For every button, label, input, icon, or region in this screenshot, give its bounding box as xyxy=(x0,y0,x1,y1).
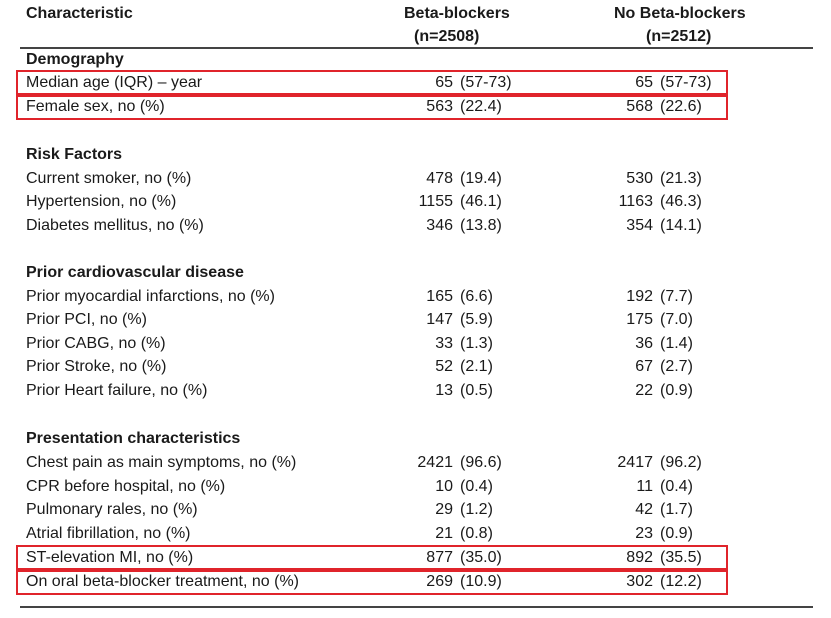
beta-percent: (0.8) xyxy=(460,525,493,542)
beta-value: 269 xyxy=(426,573,453,590)
beta-percent: (22.4) xyxy=(460,98,502,115)
beta-percent: (6.6) xyxy=(460,288,493,305)
beta-value: 165 xyxy=(426,288,453,305)
no-beta-value: 65 xyxy=(635,74,653,91)
beta-value: 147 xyxy=(426,311,453,328)
beta-percent: (57-73) xyxy=(460,74,512,91)
beta-percent: (0.5) xyxy=(460,382,493,399)
no-beta-value: 354 xyxy=(626,217,653,234)
beta-percent: (1.3) xyxy=(460,335,493,352)
no-beta-percent: (35.5) xyxy=(660,549,702,566)
row-label: Chest pain as main symptoms, no (%) xyxy=(26,454,297,471)
no-beta-percent: (96.2) xyxy=(660,454,702,471)
beta-value: 346 xyxy=(426,217,453,234)
beta-value: 877 xyxy=(426,549,453,566)
beta-percent: (35.0) xyxy=(460,549,502,566)
no-beta-value: 892 xyxy=(626,549,653,566)
section-title: Demography xyxy=(26,51,124,68)
no-beta-value: 22 xyxy=(635,382,653,399)
no-beta-value: 67 xyxy=(635,358,653,375)
row-label: Hypertension, no (%) xyxy=(26,193,177,210)
no-beta-percent: (22.6) xyxy=(660,98,702,115)
beta-percent: (19.4) xyxy=(460,170,502,187)
highlight-box-median-age xyxy=(16,70,728,95)
no-beta-value: 192 xyxy=(626,288,653,305)
beta-value: 563 xyxy=(426,98,453,115)
beta-percent: (46.1) xyxy=(460,193,502,210)
row-label: Prior CABG, no (%) xyxy=(26,335,166,352)
no-beta-percent: (2.7) xyxy=(660,358,693,375)
no-beta-value: 302 xyxy=(626,573,653,590)
row-label: Prior PCI, no (%) xyxy=(26,311,147,328)
row-label: On oral beta-blocker treatment, no (%) xyxy=(26,573,300,590)
beta-value: 21 xyxy=(435,525,453,542)
beta-percent: (2.1) xyxy=(460,358,493,375)
beta-value: 478 xyxy=(426,170,453,187)
header-no-beta-blockers-n: (n=2512) xyxy=(646,28,712,45)
row-label: ST-elevation MI, no (%) xyxy=(26,549,194,566)
beta-value: 29 xyxy=(435,501,453,518)
no-beta-value: 36 xyxy=(635,335,653,352)
no-beta-percent: (1.7) xyxy=(660,501,693,518)
highlight-box-oral-beta-blocker xyxy=(16,570,728,595)
no-beta-value: 11 xyxy=(636,478,653,495)
no-beta-percent: (7.0) xyxy=(660,311,693,328)
no-beta-percent: (14.1) xyxy=(660,217,702,234)
no-beta-percent: (46.3) xyxy=(660,193,702,210)
header-beta-blockers: Beta-blockers xyxy=(404,5,510,22)
no-beta-value: 175 xyxy=(626,311,653,328)
no-beta-percent: (0.9) xyxy=(660,382,693,399)
row-label: Pulmonary rales, no (%) xyxy=(26,501,198,518)
no-beta-value: 23 xyxy=(635,525,653,542)
beta-value: 13 xyxy=(435,382,453,399)
header-characteristic: Characteristic xyxy=(26,5,133,22)
beta-percent: (5.9) xyxy=(460,311,493,328)
header-no-beta-blockers: No Beta-blockers xyxy=(614,5,746,22)
row-label: Female sex, no (%) xyxy=(26,98,165,115)
no-beta-percent: (0.9) xyxy=(660,525,693,542)
row-label: Diabetes mellitus, no (%) xyxy=(26,217,204,234)
beta-value: 33 xyxy=(435,335,453,352)
beta-value: 10 xyxy=(435,478,453,495)
highlight-box-female-sex xyxy=(16,95,728,120)
beta-value: 52 xyxy=(435,358,453,375)
section-title: Presentation characteristics xyxy=(26,430,241,447)
no-beta-percent: (7.7) xyxy=(660,288,693,305)
beta-percent: (96.6) xyxy=(460,454,502,471)
beta-percent: (13.8) xyxy=(460,217,502,234)
no-beta-percent: (1.4) xyxy=(660,335,693,352)
row-label: Prior myocardial infarctions, no (%) xyxy=(26,288,275,305)
no-beta-value: 568 xyxy=(626,98,653,115)
section-title: Prior cardiovascular disease xyxy=(26,264,244,281)
no-beta-value: 1163 xyxy=(618,193,653,210)
row-label: Current smoker, no (%) xyxy=(26,170,192,187)
header-beta-blockers-n: (n=2508) xyxy=(414,28,480,45)
beta-percent: (10.9) xyxy=(460,573,502,590)
no-beta-percent: (57-73) xyxy=(660,74,712,91)
row-label: Prior Heart failure, no (%) xyxy=(26,382,208,399)
row-label: Median age (IQR) – year xyxy=(26,74,203,91)
beta-percent: (1.2) xyxy=(460,501,493,518)
row-label: Atrial fibrillation, no (%) xyxy=(26,525,191,542)
row-label: Prior Stroke, no (%) xyxy=(26,358,167,375)
section-title: Risk Factors xyxy=(26,146,123,163)
no-beta-percent: (0.4) xyxy=(660,478,693,495)
no-beta-percent: (12.2) xyxy=(660,573,702,590)
header-rule xyxy=(20,47,813,49)
highlight-box-st-elevation xyxy=(16,545,728,570)
beta-value: 1155 xyxy=(418,193,453,210)
bottom-rule xyxy=(20,606,813,608)
beta-value: 2421 xyxy=(417,454,453,471)
no-beta-percent: (21.3) xyxy=(660,170,702,187)
no-beta-value: 2417 xyxy=(617,454,653,471)
beta-value: 65 xyxy=(435,74,453,91)
no-beta-value: 42 xyxy=(635,501,653,518)
beta-percent: (0.4) xyxy=(460,478,493,495)
no-beta-value: 530 xyxy=(626,170,653,187)
row-label: CPR before hospital, no (%) xyxy=(26,478,226,495)
